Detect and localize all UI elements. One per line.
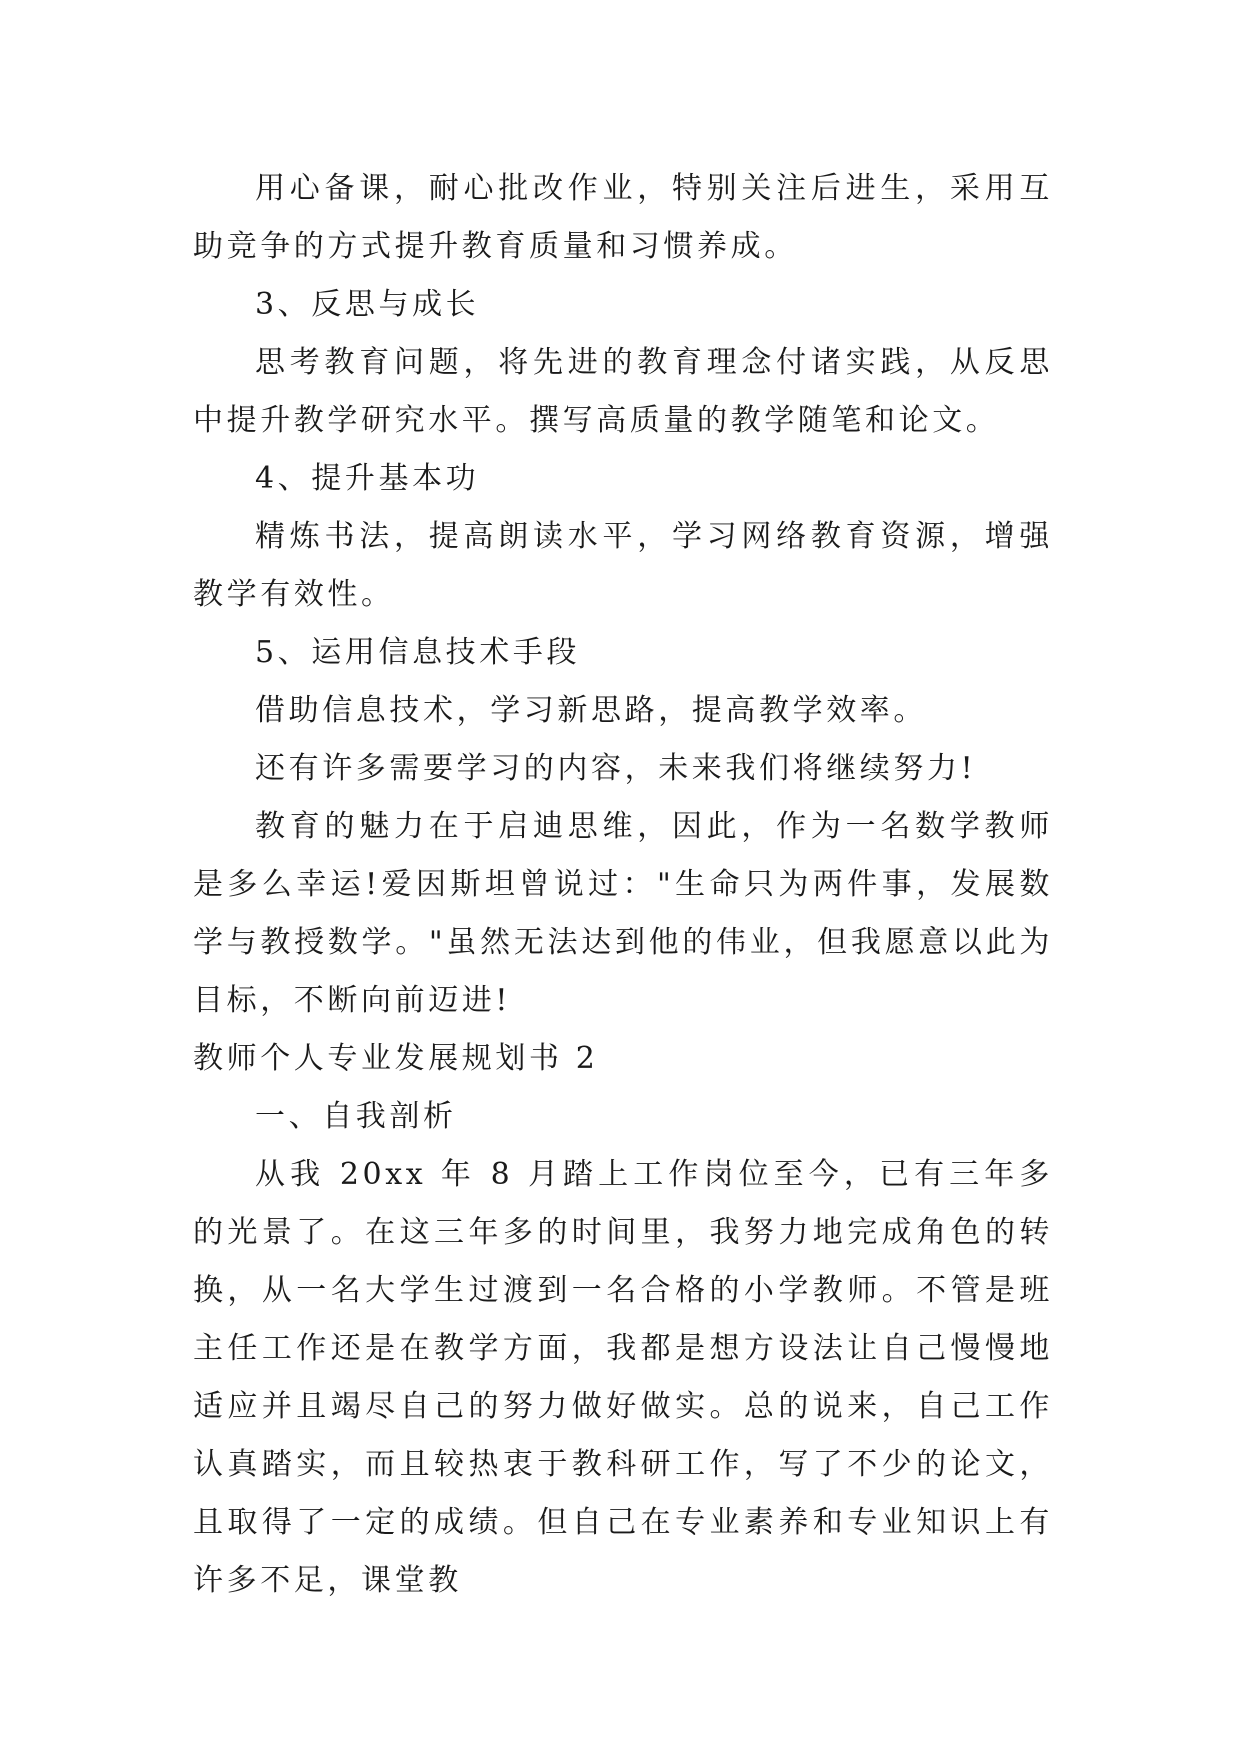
paragraph-info-tech: 借助信息技术，学习新思路，提高教学效率。 [255,693,927,728]
paragraph-basic-skills: 精炼书法，提高朗读水平，学习网络教育资源，增强教学有效性。 [193,519,1053,612]
paragraph-teaching-prep: 用心备课，耐心批改作业，特别关注后进生，采用互助竞争的方式提升教育质量和习惯养成。 [193,171,1053,264]
paragraph-einstein-quote: 教育的魅力在于启迪思维，因此，作为一名数学教师是多么幸运!爱因斯坦曾说过："生命只为两件事，发展数学与教授数学。"虽然无法达到他的伟业，但我愿意以此为目标，不断向前迈进! [193,809,1053,1018]
subsection-heading: 一、自我剖析 [255,1099,457,1134]
heading-reflection-growth: 3、反思与成长 [255,287,480,322]
document-body [193,160,1053,1610]
heading-info-tech: 5、运用信息技术手段 [255,635,581,670]
paragraph-self-analysis: 从我 20xx 年 8 月踏上工作岗位至今，已有三年多的光景了。在这三年多的时间里，我努力地完成角色的转换，从一名大学生过渡到一名合格的小学教师。不管是班主任工作还是在教学方面，我都是想方设法让自己慢慢地适应并且竭尽自己的努力做好做实。总的说来，自己工作认真踏实，而且较热衷于教科研工作，写了不少的论文，且取得了一定的成绩。但自己在专业素养和专业知识上有许多不足，课堂教 [193,1157,1053,1598]
section-title: 教师个人专业发展规划书 2 [193,1041,599,1076]
paragraph-continue-effort: 还有许多需要学习的内容，未来我们将继续努力! [255,751,977,786]
paragraph-reflection: 思考教育问题，将先进的教育理念付诸实践，从反思中提升教学研究水平。撰写高质量的教学随笔和论文。 [193,345,1053,438]
heading-basic-skills: 4、提升基本功 [255,461,480,496]
